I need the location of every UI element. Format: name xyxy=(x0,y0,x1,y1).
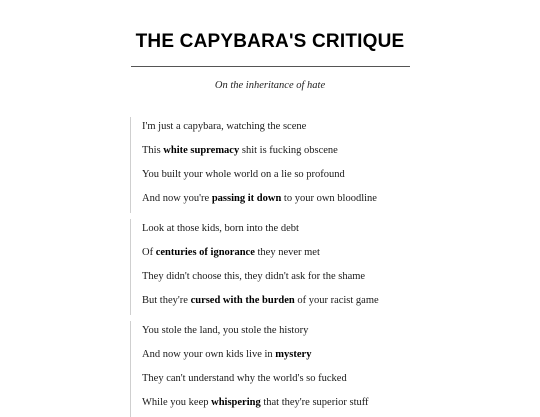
stanza xyxy=(130,321,442,417)
stanza xyxy=(130,117,442,213)
poem-subtitle: On the inheritance of hate xyxy=(214,80,326,91)
poem-line: You stole the land, you stole the history xyxy=(142,325,309,336)
poem-line: I'm just a capybara, watching the scene xyxy=(142,121,307,132)
emphasis: white supremacy xyxy=(163,145,240,156)
poem-line: Of centuries of ignorance they never met xyxy=(142,247,320,258)
poem-line: You built your whole world on a lie so profound xyxy=(142,169,345,180)
poem-line: They can't understand why the world's so fucked xyxy=(142,373,347,384)
poem-line: But they're cursed with the burden of your racist game xyxy=(142,295,379,306)
title-divider xyxy=(131,66,410,67)
emphasis: whispering xyxy=(211,397,261,408)
poem-line: This white supremacy shit is fucking obscene xyxy=(142,145,338,156)
poem-title: THE CAPYBARA'S CRITIQUE xyxy=(135,31,405,52)
poem-line: While you keep whispering that they're superior stuff xyxy=(142,397,369,408)
poem-line: And now you're passing it down to your own bloodline xyxy=(142,193,377,204)
poem-line: Look at those kids, born into the debt xyxy=(142,223,299,234)
emphasis: passing it down xyxy=(211,193,282,204)
emphasis: cursed with the burden xyxy=(190,295,295,306)
emphasis: mystery xyxy=(275,349,312,360)
emphasis: centuries of ignorance xyxy=(155,247,255,258)
poem-line: They didn't choose this, they didn't ask for the shame xyxy=(142,271,366,282)
poem-line: And now your own kids live in mystery xyxy=(142,349,312,360)
stanza xyxy=(130,219,442,315)
